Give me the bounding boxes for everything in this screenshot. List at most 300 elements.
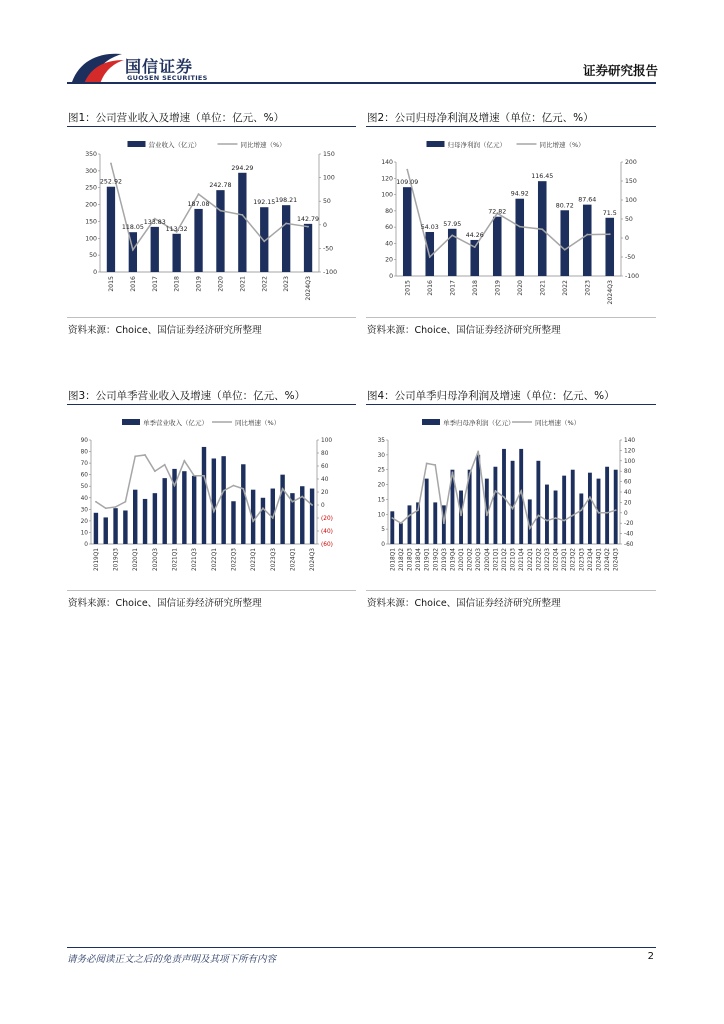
legend-line-label: 同比增速（%） xyxy=(240,141,286,149)
data-label: 72.82 xyxy=(488,208,507,216)
growth-point xyxy=(233,485,235,487)
growth-point xyxy=(564,249,566,251)
left-tick-label: 10 xyxy=(377,512,385,519)
bar xyxy=(153,493,157,544)
growth-point xyxy=(615,509,617,511)
bar xyxy=(192,476,196,544)
growth-point xyxy=(263,240,265,242)
growth-point xyxy=(203,475,205,477)
left-tick-label: 200 xyxy=(85,201,97,209)
left-tick-label: 90 xyxy=(80,438,88,444)
x-tick-label: 2021Q1 xyxy=(172,548,179,572)
x-tick-label: 2018 xyxy=(471,280,479,296)
x-tick-label: 2022Q3 xyxy=(231,548,238,572)
growth-point xyxy=(417,509,419,511)
logo-chinese-name: 国信证券 xyxy=(125,57,194,76)
x-tick-label: 2022 xyxy=(261,276,269,292)
growth-point xyxy=(609,233,611,235)
growth-point xyxy=(282,488,284,490)
data-label: 142.79 xyxy=(297,215,320,223)
x-tick-label: 2021Q4 xyxy=(519,548,526,572)
x-tick-label: 2023Q1 xyxy=(562,548,569,572)
bar xyxy=(560,210,569,276)
x-tick-label: 2022Q1 xyxy=(211,548,218,572)
bar xyxy=(300,486,304,544)
growth-point xyxy=(580,509,582,511)
right-tick-label: -50 xyxy=(625,254,636,261)
growth-point xyxy=(242,488,244,490)
data-label: 198.21 xyxy=(275,197,298,205)
growth-point xyxy=(541,228,543,230)
x-tick-label: 2023Q4 xyxy=(587,548,594,572)
growth-point xyxy=(519,226,521,228)
left-tick-label: 40 xyxy=(385,240,393,248)
legend-bar-label: 单季营业收入（亿元） xyxy=(143,419,208,427)
right-tick-label: 150 xyxy=(323,151,335,158)
data-label: 109.09 xyxy=(396,179,419,187)
growth-point xyxy=(406,169,408,171)
x-tick-label: 2020 xyxy=(217,276,225,292)
figure-3-source: 资料来源：Choice、国信证券经济研究所整理 xyxy=(68,598,262,609)
x-tick-label: 2020Q1 xyxy=(133,548,140,572)
left-tick-label: 25 xyxy=(377,467,385,474)
left-tick-label: 20 xyxy=(80,518,88,525)
figure-2-chart xyxy=(366,130,656,310)
data-label: 294.29 xyxy=(231,164,254,172)
bar xyxy=(403,187,412,276)
bar xyxy=(104,517,108,544)
growth-point xyxy=(512,508,514,510)
growth-point xyxy=(220,210,222,212)
x-tick-label: 2016 xyxy=(129,276,137,292)
x-tick-label: 2021Q3 xyxy=(192,548,199,572)
x-tick-label: 2020Q4 xyxy=(484,548,491,572)
legend-line-label: 同比增速（%） xyxy=(535,419,581,427)
x-tick-label: 2021Q2 xyxy=(502,548,508,572)
right-tick-label: (60) xyxy=(321,542,333,548)
bar xyxy=(143,499,147,544)
data-label: 192.15 xyxy=(253,199,276,207)
right-tick-label: 80 xyxy=(321,451,329,457)
x-tick-label: 2024Q1 xyxy=(290,548,297,572)
growth-point xyxy=(292,501,294,503)
x-tick-label: 2022Q1 xyxy=(527,548,534,572)
data-label: 113.32 xyxy=(165,225,188,233)
left-tick-label: 120 xyxy=(381,175,393,183)
left-tick-label: 20 xyxy=(385,256,393,264)
figure-2-title-rule xyxy=(366,126,656,127)
right-tick-label: 100 xyxy=(323,174,335,182)
header-divider xyxy=(67,82,656,84)
left-tick-label: 30 xyxy=(80,507,88,514)
page-header xyxy=(0,0,724,86)
bar xyxy=(221,456,225,544)
bar xyxy=(425,479,429,544)
x-tick-label: 2024Q3 xyxy=(310,548,317,572)
x-tick-label: 2019 xyxy=(195,276,203,292)
x-tick-label: 2015 xyxy=(107,276,115,292)
bar xyxy=(241,464,245,544)
right-tick-label: 20 xyxy=(624,500,632,507)
right-tick-label: 40 xyxy=(624,490,632,496)
figure-3-chart xyxy=(67,408,356,584)
x-tick-label: 2019Q2 xyxy=(433,548,440,572)
growth-point xyxy=(144,454,146,456)
figure-1-source-rule xyxy=(67,317,356,318)
left-tick-label: 100 xyxy=(381,191,393,199)
bar xyxy=(493,217,502,276)
bar xyxy=(282,205,290,272)
bar xyxy=(476,455,480,544)
bar xyxy=(151,227,159,272)
left-tick-label: 35 xyxy=(377,438,385,444)
bar xyxy=(202,447,206,544)
growth-point xyxy=(452,471,454,473)
bar xyxy=(399,523,403,544)
bar xyxy=(123,510,127,544)
growth-point xyxy=(311,504,313,506)
bar xyxy=(408,505,412,544)
x-tick-label: 2023 xyxy=(584,280,592,296)
growth-point xyxy=(503,496,505,498)
data-label: 118.05 xyxy=(121,224,144,232)
x-tick-label: 2020Q2 xyxy=(467,548,474,572)
growth-point xyxy=(252,520,254,522)
left-tick-label: 50 xyxy=(80,484,88,491)
growth-point xyxy=(110,163,112,165)
data-label: 87.64 xyxy=(578,196,597,204)
data-label: 71.5 xyxy=(602,209,617,217)
bar xyxy=(238,173,246,272)
x-tick-label: 2023Q1 xyxy=(251,548,258,572)
x-tick-label: 2018Q1 xyxy=(390,548,397,572)
growth-point xyxy=(183,460,185,462)
x-tick-label: 2024Q3 xyxy=(305,276,313,301)
right-tick-label: -50 xyxy=(323,245,334,253)
right-tick-label: 40 xyxy=(321,477,329,483)
x-tick-label: 2024Q3 xyxy=(613,548,620,572)
growth-point xyxy=(572,515,574,517)
growth-point xyxy=(469,473,471,475)
figure-4-title-rule xyxy=(366,404,656,405)
growth-point xyxy=(124,501,126,503)
figure-1-title-rule xyxy=(67,126,356,127)
bar xyxy=(261,498,265,544)
x-tick-label: 2017 xyxy=(151,276,159,292)
right-tick-label: (20) xyxy=(321,516,333,522)
right-tick-label: 80 xyxy=(624,469,632,476)
figure-3-source-rule xyxy=(67,590,356,591)
x-tick-label: 2024Q1 xyxy=(596,548,603,572)
bar xyxy=(172,234,180,272)
left-tick-label: 60 xyxy=(80,472,88,479)
growth-point xyxy=(272,517,274,519)
growth-point xyxy=(426,463,428,465)
right-tick-label: 150 xyxy=(625,178,637,185)
growth-point xyxy=(285,222,287,224)
legend-bar-swatch xyxy=(128,141,146,147)
data-label: 187.08 xyxy=(187,200,210,208)
bar xyxy=(605,218,614,276)
bar xyxy=(113,508,117,544)
x-tick-label: 2020Q3 xyxy=(476,548,483,572)
logo-english-name: GUOSEN SECURITIES xyxy=(127,74,208,82)
growth-point xyxy=(223,490,225,492)
growth-point xyxy=(262,507,264,509)
data-label: 133.83 xyxy=(143,218,166,226)
growth-point xyxy=(95,501,97,503)
left-tick-label: 20 xyxy=(377,482,385,489)
left-tick-label: 150 xyxy=(85,218,97,226)
growth-point xyxy=(486,515,488,517)
growth-point xyxy=(495,490,497,492)
footer-divider xyxy=(67,947,656,948)
bar xyxy=(536,461,540,544)
legend-bar-label: 营业收入（亿元） xyxy=(148,141,201,149)
right-tick-label: 0 xyxy=(624,510,628,517)
legend-bar-swatch xyxy=(422,419,440,425)
growth-point xyxy=(307,226,309,228)
x-tick-label: 2018Q3 xyxy=(407,548,414,572)
bar xyxy=(216,190,224,272)
growth-point xyxy=(555,517,557,519)
x-tick-label: 2020Q3 xyxy=(152,548,159,572)
x-tick-label: 2021Q1 xyxy=(493,548,500,572)
data-label: 80.72 xyxy=(555,202,574,210)
growth-point xyxy=(134,455,136,457)
growth-point xyxy=(164,464,166,466)
figure-2-source: 资料来源：Choice、国信证券经济研究所整理 xyxy=(367,325,561,336)
bar xyxy=(162,478,166,544)
legend-bar-swatch xyxy=(427,141,445,147)
growth-point xyxy=(154,470,156,472)
growth-point xyxy=(434,464,436,466)
bar xyxy=(107,187,115,272)
figure-3-title-rule xyxy=(67,404,356,405)
bar xyxy=(545,485,549,544)
bar xyxy=(511,461,515,544)
figure-4-source-rule xyxy=(366,590,656,591)
left-tick-label: 350 xyxy=(85,151,97,158)
right-tick-label: -20 xyxy=(624,521,634,528)
bar xyxy=(493,467,497,544)
x-tick-label: 2020Q1 xyxy=(459,548,466,572)
legend-bar-label: 归母净利润（亿元） xyxy=(447,141,506,149)
bar xyxy=(433,502,437,544)
left-tick-label: 300 xyxy=(85,167,97,175)
growth-point xyxy=(606,512,608,514)
x-tick-label: 2022Q2 xyxy=(536,548,543,572)
report-type-label: 证券研究报告 xyxy=(582,63,658,78)
left-tick-label: 80 xyxy=(385,207,393,215)
bar xyxy=(212,458,216,544)
bar xyxy=(459,491,463,544)
left-tick-label: 0 xyxy=(381,542,385,548)
page-number: 2 xyxy=(647,951,654,962)
right-tick-label: -60 xyxy=(624,542,634,548)
growth-point xyxy=(174,485,176,487)
growth-point xyxy=(563,520,565,522)
bar xyxy=(310,489,314,544)
figure-1-title: 图1：公司营业收入及增速（单位：亿元、%） xyxy=(68,112,285,124)
growth-point xyxy=(598,512,600,514)
right-tick-label: 50 xyxy=(625,216,633,223)
growth-point xyxy=(213,511,215,513)
right-tick-label: 0 xyxy=(323,221,327,229)
left-tick-label: 0 xyxy=(389,273,393,280)
growth-point xyxy=(443,522,445,524)
left-tick-label: 10 xyxy=(80,530,88,537)
legend-bar-swatch xyxy=(122,419,140,425)
x-tick-label: 2020 xyxy=(516,280,524,296)
x-tick-label: 2023Q3 xyxy=(579,548,586,572)
growth-point xyxy=(198,193,200,195)
growth-point xyxy=(241,214,243,216)
left-tick-label: 0 xyxy=(84,542,88,548)
left-tick-label: 70 xyxy=(80,461,88,468)
left-tick-label: 30 xyxy=(377,452,385,459)
left-tick-label: 250 xyxy=(85,184,97,192)
data-label: 57.95 xyxy=(443,220,462,228)
left-tick-label: 40 xyxy=(80,495,88,502)
x-tick-label: 2023 xyxy=(283,276,291,292)
left-tick-label: 140 xyxy=(381,159,393,166)
figure-2-title: 图2：公司归母净利润及增速（单位：亿元、%） xyxy=(367,112,594,124)
figure-1-chart xyxy=(67,130,356,310)
left-tick-label: 0 xyxy=(93,269,97,276)
right-tick-label: 140 xyxy=(624,438,636,444)
data-label: 116.45 xyxy=(531,173,554,181)
bar xyxy=(583,205,592,276)
bar xyxy=(390,511,394,544)
figure-3-title: 图3：公司单季营业收入及增速（单位：亿元、%） xyxy=(68,390,306,402)
bar xyxy=(94,513,98,544)
bar xyxy=(280,475,284,544)
growth-point xyxy=(586,234,588,236)
x-tick-label: 2022Q4 xyxy=(553,548,560,572)
figure-1-source: 资料来源：Choice、国信证券经济研究所整理 xyxy=(68,325,262,336)
figure-4-title: 图4：公司单季归母净利润及增速（单位：亿元、%） xyxy=(367,390,615,402)
left-tick-label: 80 xyxy=(80,449,88,456)
growth-point xyxy=(301,496,303,498)
growth-point xyxy=(391,517,393,519)
x-tick-label: 2021 xyxy=(539,280,547,296)
growth-point xyxy=(529,528,531,530)
growth-point xyxy=(193,475,195,477)
growth-point xyxy=(115,506,117,508)
right-tick-label: 60 xyxy=(321,464,329,470)
x-tick-label: 2019Q4 xyxy=(450,548,457,572)
growth-point xyxy=(474,246,476,248)
left-tick-label: 50 xyxy=(89,252,97,260)
bar xyxy=(515,199,524,276)
figure-2-source-rule xyxy=(366,317,656,318)
guosen-logo-icon xyxy=(70,50,126,86)
right-tick-label: 60 xyxy=(624,479,632,486)
right-tick-label: 100 xyxy=(624,458,636,465)
left-tick-label: 15 xyxy=(377,497,385,504)
x-tick-label: 2022Q3 xyxy=(544,548,551,572)
data-label: 242.78 xyxy=(209,182,232,190)
growth-point xyxy=(589,496,591,498)
right-tick-label: 120 xyxy=(624,448,636,455)
bar xyxy=(231,501,235,544)
growth-point xyxy=(546,520,548,522)
x-tick-label: 2016 xyxy=(426,280,434,296)
left-tick-label: 60 xyxy=(385,224,393,232)
x-tick-label: 2018Q2 xyxy=(398,548,405,572)
growth-point xyxy=(132,249,134,251)
x-tick-label: 2023Q2 xyxy=(570,548,577,572)
bar xyxy=(562,476,566,544)
x-tick-label: 2017 xyxy=(449,280,457,296)
left-tick-label: 100 xyxy=(85,235,97,243)
x-tick-label: 2019Q3 xyxy=(113,548,120,572)
bar xyxy=(579,493,583,544)
x-tick-label: 2018Q4 xyxy=(416,548,423,572)
x-tick-label: 2015 xyxy=(404,280,412,296)
right-tick-label: 100 xyxy=(321,438,333,444)
bar xyxy=(304,224,312,272)
growth-line xyxy=(407,170,610,257)
growth-point xyxy=(409,515,411,517)
bar xyxy=(571,470,575,544)
figure-4-source: 资料来源：Choice、国信证券经济研究所整理 xyxy=(367,598,561,609)
x-tick-label: 2019 xyxy=(494,280,502,296)
x-tick-label: 2019Q1 xyxy=(424,548,431,572)
right-tick-label: 0 xyxy=(625,235,629,242)
growth-point xyxy=(451,234,453,236)
right-tick-label: -100 xyxy=(323,269,338,276)
data-label: 252.92 xyxy=(99,178,122,186)
right-tick-label: 100 xyxy=(625,197,637,204)
x-tick-label: 2023Q3 xyxy=(270,548,277,572)
bar xyxy=(194,209,202,272)
figure-4-chart xyxy=(366,408,656,584)
left-tick-label: 5 xyxy=(381,527,385,534)
right-tick-label: (40) xyxy=(321,529,333,535)
right-tick-label: -100 xyxy=(625,273,640,280)
x-tick-label: 2022 xyxy=(561,280,569,296)
data-label: 44.26 xyxy=(465,231,484,239)
x-tick-label: 2018 xyxy=(173,276,181,292)
footer-disclaimer: 请务必阅读正文之后的免责声明及其项下所有内容 xyxy=(67,954,277,965)
growth-point xyxy=(429,256,431,258)
right-tick-label: 200 xyxy=(625,159,637,166)
growth-point xyxy=(537,515,539,517)
bar xyxy=(133,490,137,544)
data-label: 94.92 xyxy=(510,190,529,198)
data-label: 54.03 xyxy=(420,224,439,232)
bar xyxy=(605,467,609,544)
x-tick-label: 2024Q2 xyxy=(605,548,612,572)
bar xyxy=(588,473,592,544)
legend-line-label: 同比增速（%） xyxy=(539,141,585,149)
x-tick-label: 2019Q1 xyxy=(93,548,100,572)
right-tick-label: 50 xyxy=(323,198,331,206)
growth-point xyxy=(105,507,107,509)
x-tick-label: 2024Q3 xyxy=(606,280,614,305)
right-tick-label: -40 xyxy=(624,531,634,538)
x-tick-label: 2019Q3 xyxy=(441,548,448,572)
growth-point xyxy=(477,451,479,453)
growth-point xyxy=(460,515,462,517)
legend-bar-label: 单季归母净利润（亿元） xyxy=(443,419,515,427)
x-tick-label: 2021Q3 xyxy=(510,548,517,572)
bar xyxy=(614,470,618,544)
right-tick-label: 0 xyxy=(321,503,325,509)
bar xyxy=(182,471,186,544)
